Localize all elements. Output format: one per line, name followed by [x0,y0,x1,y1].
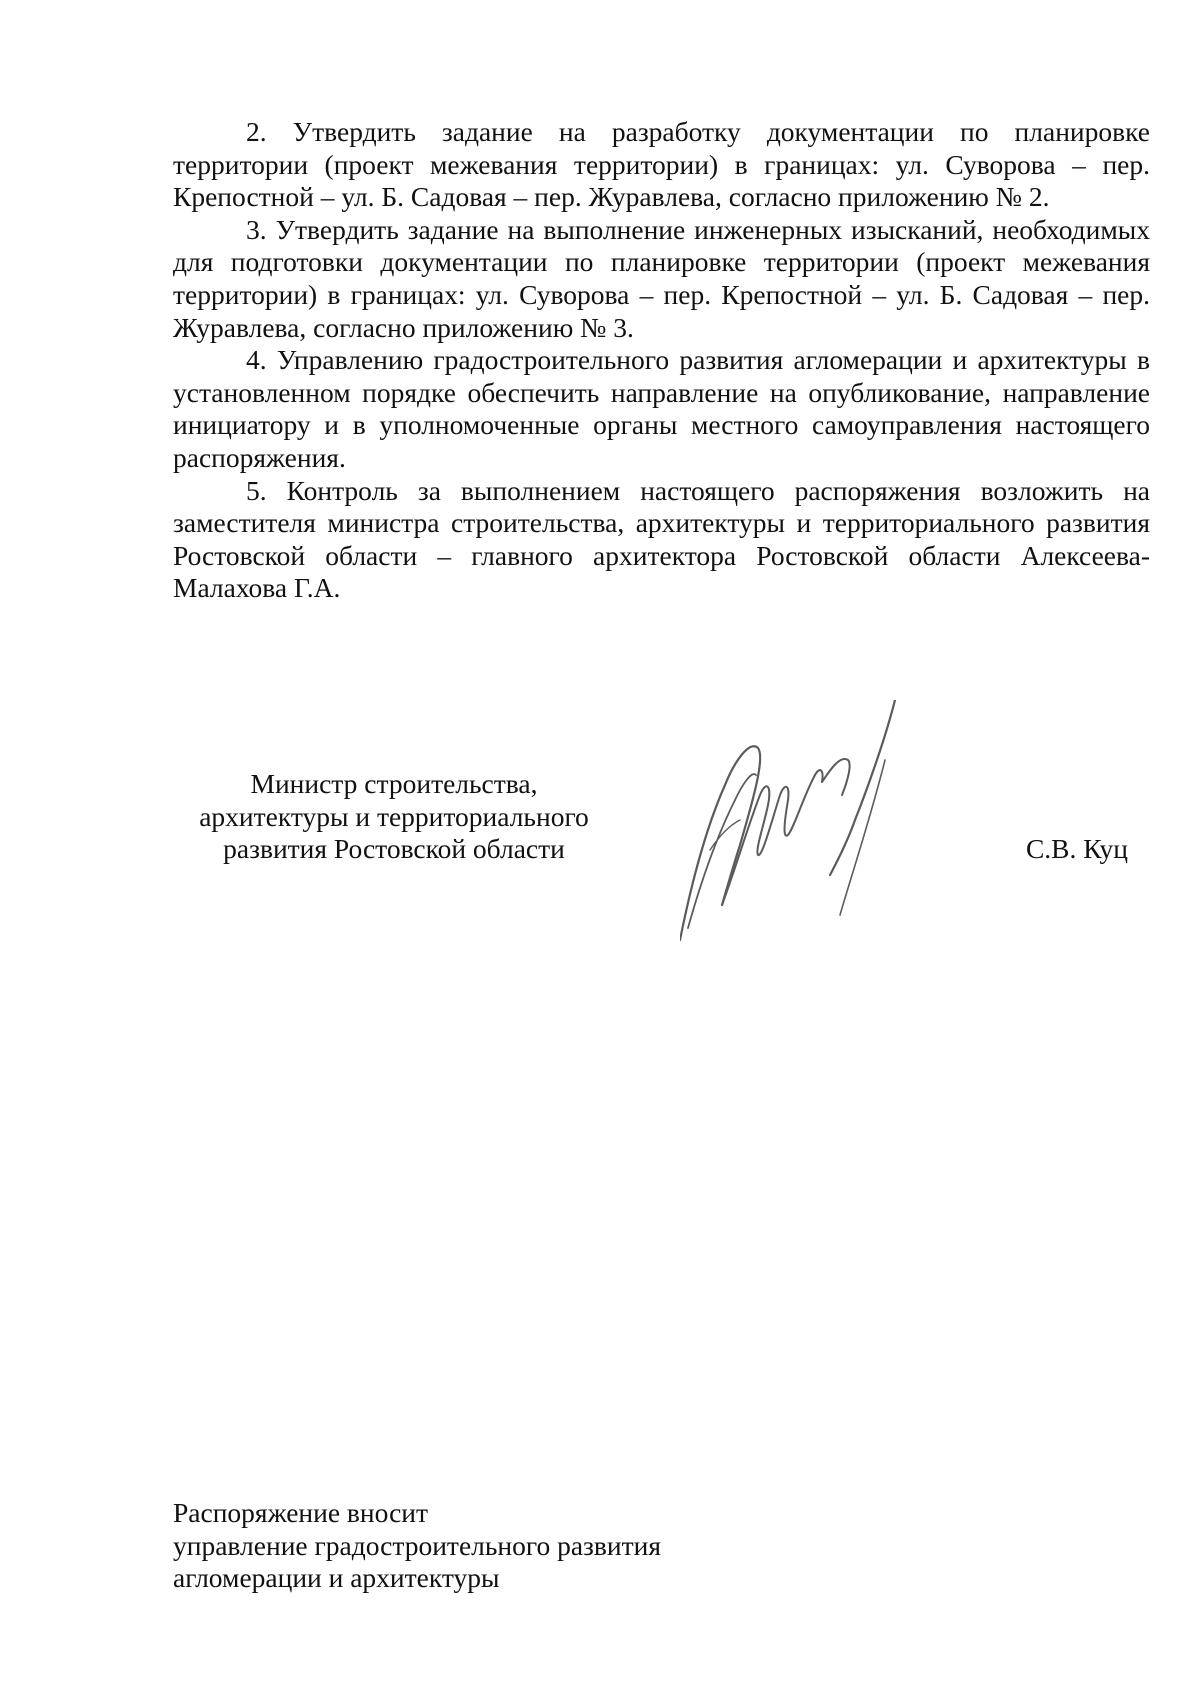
paragraph-5: 5. Контроль за выполнением настоящего распоряжения возложить на заместителя министра строительства, архитектуры и территориального развития Ростовской области – главного архитектора Ростовской области Алексеева-Малахова Г.А. [173,474,1150,604]
paragraph-2: 2. Утвердить задание на разработку документации по планировке территории (проект межевания территории) в границах: ул. Суворова – пер. Крепостной – ул. Б. Садовая – пер. Журавлева, согласно приложению № 2. [173,116,1150,213]
handwritten-signature [680,700,980,950]
signer-title [173,768,615,866]
paragraph-4: 4. Управлению градостроительного развития агломерации и архитектуры в установленном порядке обеспечить направление на опубликование, направление инициатору и в уполномоченные органы местного самоуправления настоящего распоряжения. [173,344,1150,473]
document-body [173,116,1150,605]
signature-stroke [722,770,823,905]
footer-note [173,1497,661,1595]
signer-title-line: Министр строительства, [250,768,538,799]
signature-stroke [822,759,850,795]
paragraph-3: 3. Утвердить задание на выполнение инженерных изысканий, необходимых для подготовки документации по планировке территории (проект межевания территории) в границах: ул. Суворова – пер. Крепостной – ул. Б. Садовая – пер. Журавлева, согласно приложению № 3. [173,213,1150,343]
signer-title-line: архитектуры и территориального [199,800,589,832]
footer-line: Распоряжение вносит [173,1497,429,1528]
footer-line: агломерации и архитектуры [173,1562,500,1594]
signer-title-line: развития Ростовской области [223,833,565,865]
signer-name: С.В. Куц [1025,833,1128,864]
footer-line: управление градостроительного развития [173,1529,662,1561]
signature-stroke [830,700,895,875]
